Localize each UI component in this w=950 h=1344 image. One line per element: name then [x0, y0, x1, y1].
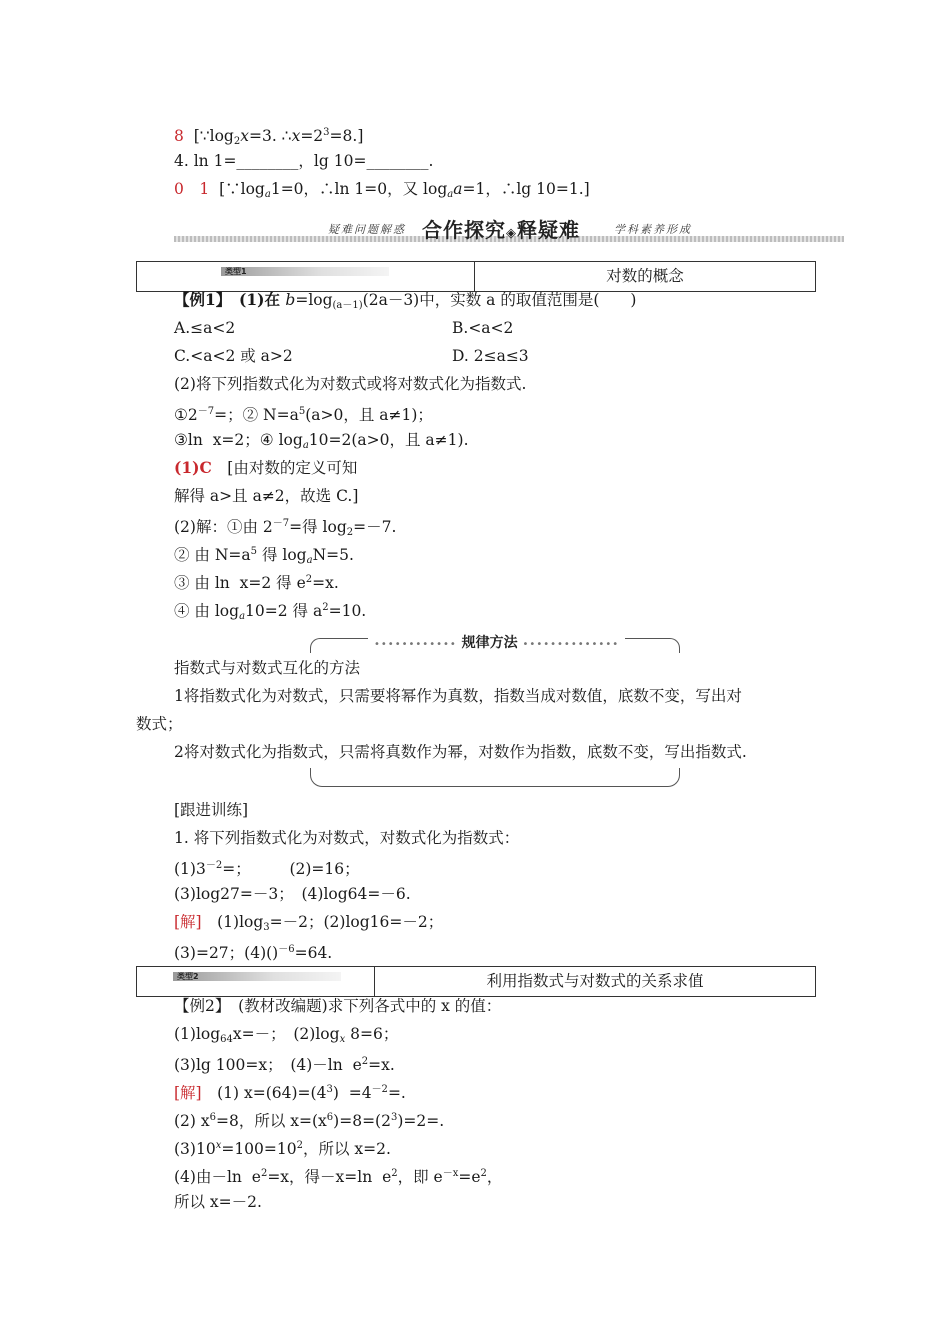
- text: )=8=(2: [333, 1112, 391, 1130]
- text: ③ 由 ln x=2 得 e: [174, 574, 306, 592]
- text: [∵log: [193, 127, 234, 145]
- banner-title-part: 释疑难: [517, 218, 580, 242]
- superscript: 3: [390, 1112, 398, 1123]
- subscript: 3: [263, 922, 270, 933]
- superscript: 2: [361, 1056, 369, 1067]
- subscript: 2: [233, 136, 241, 147]
- text: 得 log: [257, 546, 307, 564]
- subscript: (a－1): [332, 300, 363, 311]
- subscript: 64: [220, 1034, 233, 1045]
- text: (4)由－ln e: [174, 1168, 261, 1186]
- text: ，即 e: [397, 1168, 443, 1186]
- banner-right-label: 学科素养形成: [614, 223, 692, 236]
- answer-2b: [174, 542, 354, 571]
- text: =； (2)=16；: [222, 860, 360, 878]
- text: )=2=.: [397, 1112, 445, 1130]
- subscript: 2: [346, 527, 354, 538]
- text: =x.: [368, 1056, 395, 1074]
- text: x: [240, 127, 249, 145]
- text: =1，∴lg 10=1.]: [462, 180, 590, 198]
- text: 8=6；: [345, 1025, 399, 1043]
- follow-answer-2: [174, 940, 332, 963]
- text: 1=0，∴ln 1=0，又 log: [270, 180, 448, 198]
- banner-left-label: 疑难问题解惑: [328, 223, 406, 236]
- superscript: －7: [272, 518, 290, 529]
- text: =；② N=a: [214, 406, 299, 424]
- text: ④ 由 log: [174, 602, 240, 620]
- text: (1)log: [201, 913, 264, 931]
- answer-line: [174, 123, 363, 152]
- method-title: •••••••••••• 规律方法 ••••••••••••••: [368, 632, 625, 652]
- question-2: (2)将下列指数式化为对数式或将对数式化为指数式.: [174, 375, 527, 393]
- answer-number: 0 1: [174, 180, 210, 198]
- answer-1-cont: 解得 a>且 a≠2，故选 C.]: [174, 487, 359, 505]
- superscript: 6: [326, 1112, 334, 1123]
- question-2-items: [174, 430, 469, 456]
- text: =得 log: [289, 518, 347, 536]
- answer-line: [174, 179, 590, 205]
- method-box-bottom: [310, 768, 680, 787]
- type-title: 利用指数式与对数式的关系求值: [486, 972, 704, 990]
- text: =8，所以 x=(x: [216, 1112, 327, 1130]
- superscript: －2: [371, 1084, 388, 1095]
- banner-mark-icon: ◈: [506, 226, 517, 241]
- text: 10=2 得 a: [245, 602, 323, 620]
- text: =x.: [312, 574, 339, 592]
- text: =8.]: [329, 127, 364, 145]
- method-title-text: 规律方法: [461, 635, 518, 651]
- subscript: a: [447, 189, 454, 200]
- type-box-1: [136, 261, 816, 292]
- text: ) =4: [332, 1084, 372, 1102]
- answer-2d: [174, 598, 366, 627]
- text: =－7.: [353, 518, 397, 536]
- question-4: 4. ln 1=________，lg 10=________.: [174, 152, 434, 170]
- answer-2a: [174, 514, 396, 543]
- text: =－2；(2)log16=－2；: [269, 913, 444, 931]
- option-b: B.<a<2: [452, 319, 514, 337]
- method-point-2: 2将对数式化为指数式，只需将真数作为幂，对数作为指数，底数不变，写出指数式.: [174, 743, 747, 761]
- example-2-answer-1: [174, 1080, 406, 1103]
- text: =e: [458, 1168, 481, 1186]
- text: [∵log: [219, 180, 265, 198]
- text: ，: [486, 1168, 503, 1186]
- superscript: 2: [322, 602, 329, 613]
- answer-tag: (1)C: [174, 458, 212, 477]
- superscript: 5: [250, 546, 258, 557]
- superscript: 3: [326, 1084, 333, 1095]
- text: ，所以 x=2.: [303, 1140, 391, 1158]
- example-2-answer-3: [174, 1136, 391, 1159]
- section-banner: [174, 214, 844, 246]
- subscript: a: [264, 189, 271, 200]
- type-box-2: [136, 966, 816, 997]
- superscript: x: [215, 1140, 222, 1151]
- text: =.: [387, 1084, 406, 1102]
- text: =100=10: [221, 1140, 297, 1158]
- banner-title-part: 合作探究: [422, 218, 506, 242]
- text: ③ln x=2；④ log: [174, 431, 303, 449]
- example-2-line-2: [174, 1052, 395, 1075]
- answer-2c: [174, 570, 339, 593]
- superscript: 2: [391, 1168, 398, 1179]
- superscript: －7: [197, 406, 215, 417]
- banner-title: [422, 214, 580, 243]
- text: N=5.: [312, 546, 354, 564]
- example-2-line-1: [174, 1024, 398, 1050]
- method-box: [310, 632, 680, 790]
- follow-line-1: [174, 856, 360, 879]
- text: x=－； (2)log: [232, 1025, 340, 1043]
- subscript: a: [302, 440, 309, 451]
- text: =x，得－x=ln e: [267, 1168, 392, 1186]
- answer-number: 8: [174, 127, 184, 145]
- question-2-items: [174, 402, 433, 425]
- superscript: 5: [298, 406, 306, 417]
- type-tag-cell: [137, 967, 375, 996]
- type-tag: 类型2: [173, 972, 341, 981]
- superscript: 6: [209, 1112, 216, 1123]
- answer-tag: [解]: [174, 913, 202, 931]
- text: (3)10: [174, 1140, 216, 1158]
- example-1-stem: [174, 290, 636, 316]
- superscript: 3: [323, 127, 330, 138]
- text: x: [291, 127, 301, 145]
- example-2-stem: 【例2】 (教材改编题)求下列各式中的 x 的值：: [174, 997, 502, 1015]
- text: (1)log: [174, 1025, 221, 1043]
- follow-answer-1: [174, 912, 443, 938]
- superscript: －2: [205, 860, 223, 871]
- text: (3)lg 100=x； (4)－ln e: [174, 1056, 362, 1074]
- text: (a>0，且 a≠1)；: [305, 406, 433, 424]
- example-2-answer-5: 所以 x=－2.: [174, 1193, 262, 1211]
- subscript: a: [306, 555, 313, 566]
- text: [由对数的定义可知: [211, 459, 358, 477]
- text: =3. ∴: [248, 127, 292, 145]
- answer-tag: [解]: [174, 1084, 202, 1102]
- text: (2a－3)中，实数 a 的取值范围是( ): [362, 291, 637, 309]
- subscript: x: [339, 1034, 346, 1045]
- superscript: 2: [260, 1168, 268, 1179]
- follow-question: 1. 将下列指数式化为对数式，对数式化为指数式：: [174, 829, 520, 847]
- text: =2: [300, 127, 324, 145]
- follow-heading: [跟进训练]: [174, 801, 249, 819]
- method-point-1-cont: 数式；: [136, 715, 183, 733]
- text: =64.: [294, 944, 333, 962]
- text: 【例1】 (1)在: [174, 290, 286, 309]
- text: (1) x=(64)=(4: [201, 1084, 327, 1102]
- text: b: [285, 291, 296, 309]
- type-title: 对数的概念: [606, 267, 684, 285]
- text: =10.: [328, 602, 367, 620]
- superscript: 2: [296, 1140, 303, 1151]
- method-heading: 指数式与对数式互化的方法: [174, 659, 361, 677]
- option-d: D. 2≤a≤3: [452, 347, 529, 365]
- text: ② 由 N=a: [174, 546, 251, 564]
- text: a: [453, 180, 463, 198]
- superscript: －6: [278, 944, 295, 955]
- subscript: a: [239, 611, 246, 622]
- method-point-1: 1将指数式化为对数式，只需要将幂作为真数，指数当成对数值，底数不变，写出对: [174, 687, 742, 705]
- example-2-answer-4: [174, 1164, 502, 1187]
- superscript: －x: [442, 1168, 459, 1179]
- text: (3)=27；(4)(): [174, 944, 279, 962]
- text: (2) x: [174, 1112, 210, 1130]
- option-c: C.<a<2 或 a>2: [174, 347, 293, 365]
- text: (1)3: [174, 860, 206, 878]
- superscript: 2: [305, 574, 313, 585]
- option-a: A.≤a<2: [174, 319, 236, 337]
- text: 10=2(a>0，且 a≠1).: [308, 431, 469, 449]
- text: =log: [295, 291, 333, 309]
- superscript: 2: [480, 1168, 487, 1179]
- text: ①2: [174, 406, 198, 424]
- follow-line-2: (3)log27=－3； (4)log64=－6.: [174, 885, 411, 903]
- type-tag: 类型1: [221, 267, 389, 276]
- answer-1: [174, 458, 357, 478]
- type-tag-cell: [137, 262, 475, 291]
- example-2-answer-2: [174, 1108, 444, 1131]
- text: (2)解：①由 2: [174, 518, 273, 536]
